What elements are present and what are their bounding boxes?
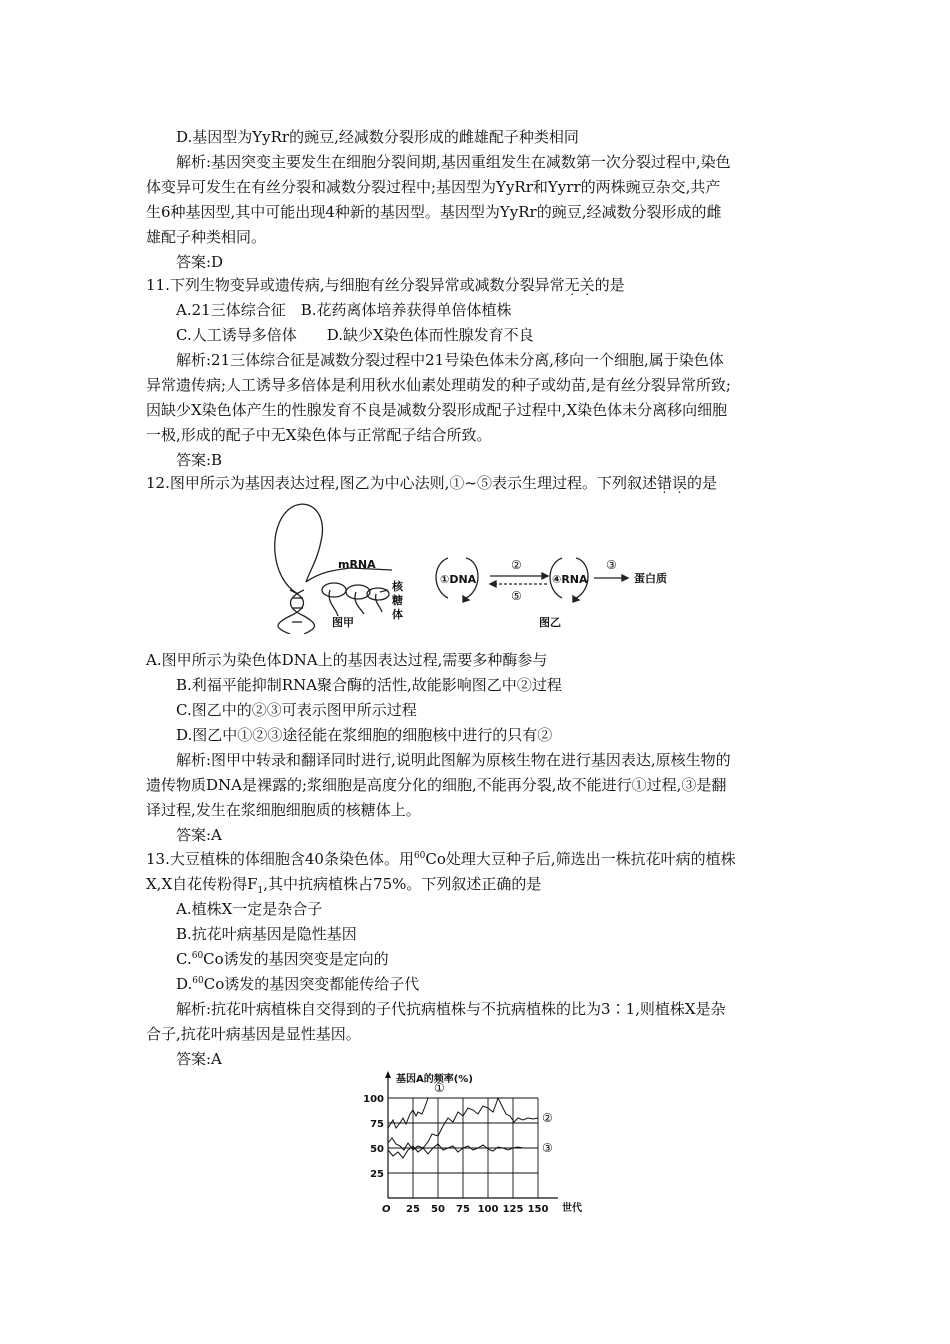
x-tick-label: 150: [527, 1204, 549, 1215]
mrna-label: mRNA: [338, 558, 376, 571]
series-label: ①: [434, 1081, 445, 1095]
origin-label: O: [382, 1204, 391, 1215]
q13-option-a: A.植株X一定是杂合子: [176, 900, 323, 918]
y-tick-label: 100: [363, 1094, 384, 1105]
q10-analysis-line: 生6种基因型,其中可能出现4种新的基因型。基因型为YyRr的豌豆,经减数分裂形成的雌: [146, 203, 722, 221]
x-tick-label: 75: [456, 1204, 470, 1215]
figure-a-caption: 图甲: [332, 616, 354, 629]
ribosome-label-char: 糖: [392, 594, 403, 607]
q13-stem-line: X,X自花传粉得$F_1$,其中抗病植株占75%。下列叙述正确的是: [146, 875, 542, 896]
q13-analysis-line: 合子,抗花叶病基因是显性基因。: [146, 1025, 361, 1043]
x-tick-label: 25: [406, 1204, 420, 1215]
q12-analysis-line: 译过程,发生在浆细胞细胞质的核糖体上。: [146, 801, 421, 819]
q13-option-b: B.抗花叶病基因是隐性基因: [176, 925, 357, 943]
process-5-label: ⑤: [511, 589, 522, 603]
gene-expression-figure: [260, 498, 690, 634]
q12-stem: 12.图甲所示为基因表达过程,图乙为中心法则,①~⑤表示生理过程。下列叙述错误的是: [146, 474, 718, 492]
q13-option-d: D.$^{60}$Co诱发的基因突变都能传给子代: [176, 975, 420, 993]
y-tick-label: 50: [370, 1144, 384, 1155]
protein-label: 蛋白质: [634, 572, 667, 585]
q11-analysis-line: 解析:21三体综合征是减数分裂过程中21号染色体未分离,移向一个细胞,属于染色体: [176, 351, 724, 369]
q11-analysis-line: 因缺少X染色体产生的性腺发育不良是减数分裂形成配子过程中,X染色体未分离移向细胞: [146, 401, 728, 419]
q13-stem-line: 13.大豆植株的体细胞含40条染色体。用$^{60}$Co处理大豆种子后,筛选出一株抗花叶病的植株: [146, 850, 736, 868]
q13-option-c: C.$^{60}$Co诱发的基因突变是定向的: [176, 950, 389, 968]
x-tick-label: 100: [477, 1204, 499, 1215]
q12-option-line: A.图甲所示为染色体DNA上的基因表达过程,需要多种酶参与: [146, 651, 548, 669]
q11-stem: 11.下列生物变异或遗传病,与细胞有丝分裂异常或减数分裂异常无关的是: [146, 276, 625, 294]
chart-axes: [385, 1071, 558, 1198]
dna-label: ①DNA: [440, 573, 477, 586]
q13-answer: 答案:A: [176, 1050, 222, 1068]
q10-analysis-line: 解析:基因突变主要发生在细胞分裂间期,基因重组发生在减数第一次分裂过程中,染色: [176, 153, 731, 171]
x-axis-label: 世代: [562, 1203, 582, 1214]
figure-b-caption: 图乙: [539, 616, 561, 629]
ribosome-label-char: 体: [392, 608, 403, 621]
process-2-label: ②: [511, 558, 522, 572]
q12-analysis-line: 解析:图甲中转录和翻译同时进行,说明此图解为原核生物在进行基因表达,原核生物的: [176, 751, 731, 769]
process-3-label: ③: [606, 558, 617, 572]
gene-frequency-chart: [360, 1070, 590, 1220]
q12-option-line: B.利福平能抑制RNA聚合酶的活性,故能影响图乙中②过程: [176, 676, 562, 694]
q12-answer: 答案:A: [176, 826, 222, 844]
ribosome-label-char: 核: [392, 580, 403, 593]
q10-analysis-line: 雄配子种类相同。: [146, 228, 267, 246]
q12-option-line: D.图乙中①②③途径能在浆细胞的细胞核中进行的只有②: [176, 726, 553, 744]
y-tick-label: 25: [370, 1169, 384, 1180]
series-label: ③: [542, 1141, 553, 1155]
q11-option-line: A.21三体综合征 B.花药离体培养获得单倍体植株: [176, 301, 512, 319]
q12-option-line: C.图乙中的②③可表示图甲所示过程: [176, 701, 417, 719]
q10-answer: 答案:D: [176, 253, 224, 271]
q11-analysis-line: 异常遗传病;人工诱导多倍体是利用秋水仙素处理萌发的种子或幼苗,是有丝分裂异常所致;: [146, 376, 731, 394]
y-tick-label: 75: [370, 1119, 384, 1130]
q11-analysis-line: 一极,形成的配子中无X染色体与正常配子结合所致。: [146, 426, 492, 444]
y-axis-label: 基因A的频率(%): [396, 1074, 473, 1085]
x-tick-label: 125: [502, 1204, 524, 1215]
q11-option-line: C.人工诱导多倍体 D.缺少X染色体而性腺发育不良: [176, 326, 534, 344]
chart-ticks: [363, 1094, 548, 1215]
q10-option-d: D.基因型为YyRr的豌豆,经减数分裂形成的雌雄配子种类相同: [176, 128, 579, 146]
q12-analysis-line: 遗传物质DNA是裸露的;浆细胞是高度分化的细胞,不能再分裂,故不能进行①过程,③是翻: [146, 776, 727, 794]
q13-analysis-line: 解析:抗花叶病植株自交得到的子代抗病植株与不抗病植株的比为3∶1,则植株X是杂: [176, 1000, 726, 1018]
series-label: ②: [542, 1111, 553, 1125]
x-tick-label: 50: [431, 1204, 445, 1215]
rna-label: ④RNA: [552, 573, 588, 586]
q10-analysis-line: 体变异可发生在有丝分裂和减数分裂过程中;基因型为YyRr和Yyrr的两株豌豆杂交,共产: [146, 178, 721, 196]
q11-answer: 答案:B: [176, 451, 223, 469]
